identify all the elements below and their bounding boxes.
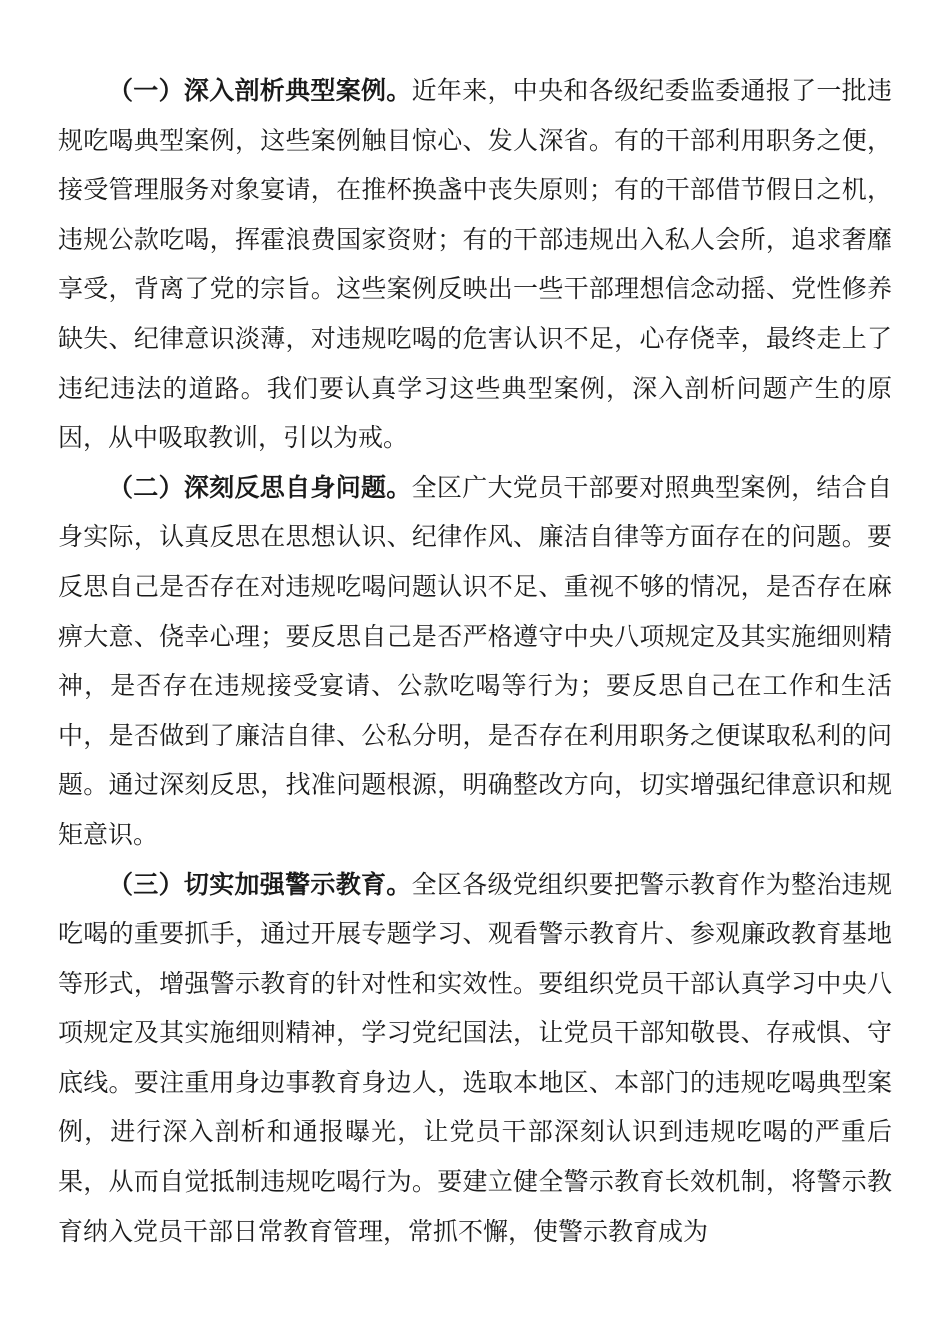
paragraph-section-1 bbox=[58, 66, 892, 463]
section-heading: （二）深刻反思自身问题。 bbox=[108, 472, 412, 502]
paragraph-section-2 bbox=[58, 463, 892, 860]
section-body: 全区各级党组织要把警示教育作为整治违规吃喝的重要抓手，通过开展专题学习、观看警示教育片、参观廉政教育基地等形式，增强警示教育的针对性和实效性。要组织党员干部认真学习中央八项规定及其实施细则精神，学习党纪国法，让党员干部知敬畏、存戒惧、守底线。要注重用身边事教育身边人，选取本地区、本部门的违规吃喝典型案例，进行深入剖析和通报曝光，让党员干部深刻认识到违规吃喝的严重后果，从而自觉抵制违规吃喝行为。要建立健全警示教育长效机制，将警示教育纳入党员干部日常教育管理，常抓不懈，使警示教育成为 bbox=[58, 869, 892, 1246]
section-heading: （三）切实加强警示教育。 bbox=[108, 869, 412, 899]
paragraph-section-3 bbox=[58, 860, 892, 1257]
section-body: 近年来，中央和各级纪委监委通报了一批违规吃喝典型案例，这些案例触目惊心、发人深省。有的干部利用职务之便，接受管理服务对象宴请，在推杯换盏中丧失原则；有的干部借节假日之机，违规公款吃喝，挥霍浪费国家资财；有的干部违规出入私人会所，追求奢靡享受，背离了党的宗旨。这些案例反映出一些干部理想信念动摇、党性修养缺失、纪律意识淡薄，对违规吃喝的危害认识不足，心存侥幸，最终走上了违纪违法的道路。我们要认真学习这些典型案例，深入剖析问题产生的原因，从中吸取教训，引以为戒。 bbox=[58, 76, 892, 453]
document-body bbox=[58, 66, 892, 1256]
section-body: 全区广大党员干部要对照典型案例，结合自身实际，认真反思在思想认识、纪律作风、廉洁自律等方面存在的问题。要反思自己是否存在对违规吃喝问题认识不足、重视不够的情况，是否存在麻痹大意、侥幸心理；要反思自己是否严格遵守中央八项规定及其实施细则精神，是否存在违规接受宴请、公款吃喝等行为；要反思自己在工作和生活中，是否做到了廉洁自律、公私分明，是否存在利用职务之便谋取私利的问题。通过深刻反思，找准问题根源，明确整改方向，切实增强纪律意识和规矩意识。 bbox=[58, 472, 892, 849]
section-heading: （一）深入剖析典型案例。 bbox=[108, 76, 412, 105]
